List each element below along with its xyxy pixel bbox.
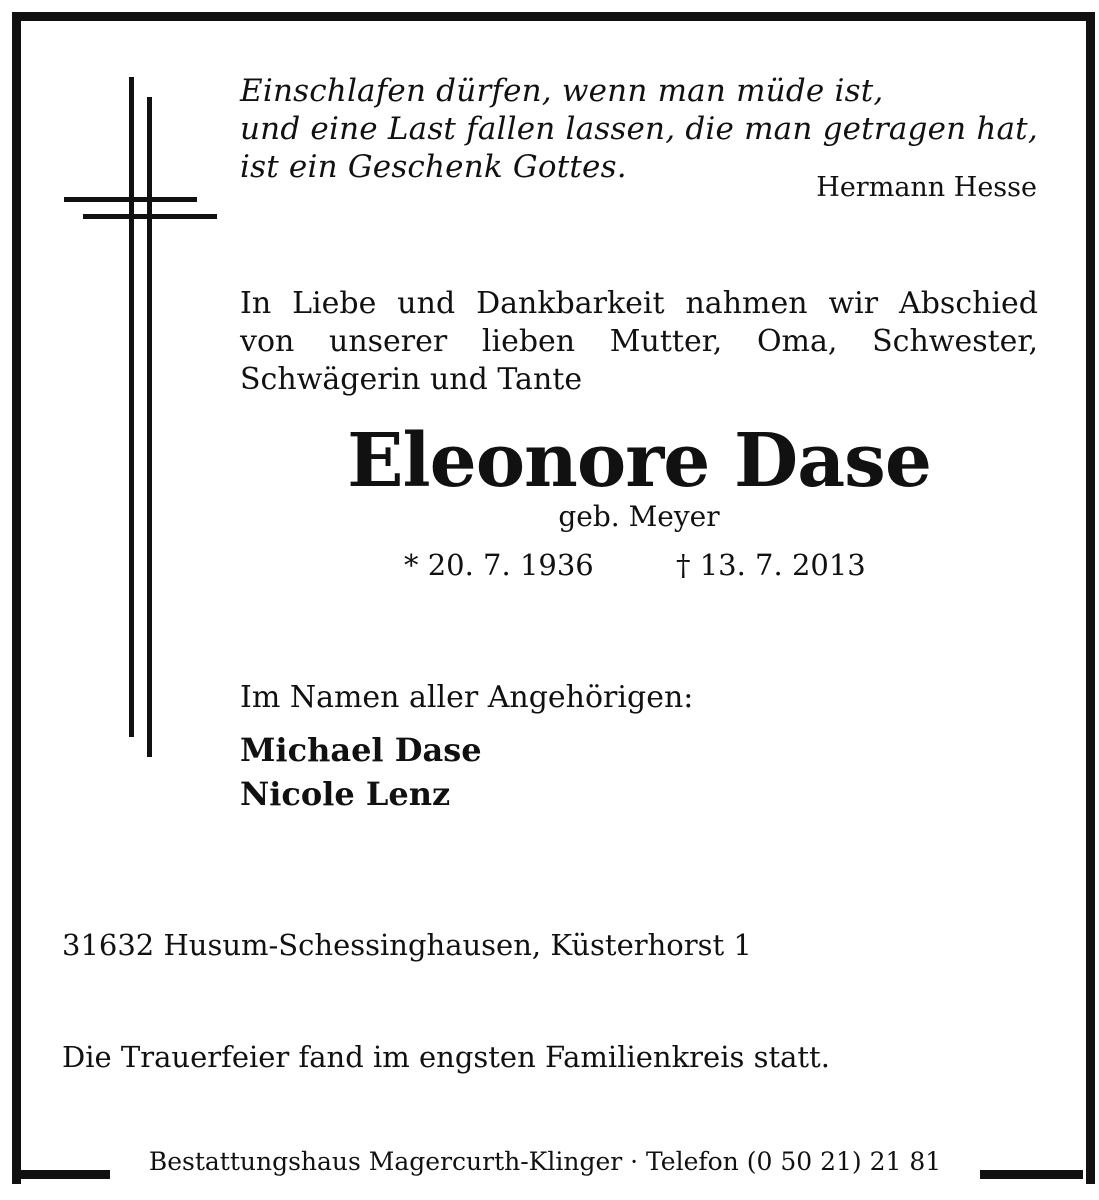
birth-date: * 20. 7. 1936	[404, 548, 594, 582]
intro-line: In Liebe und Dankbarkeit nahmen wir Abschied	[240, 286, 1038, 321]
funeral-home-footer: Bestattungshaus Magercurth-Klinger · Telefon (0 50 21) 21 81	[110, 1147, 980, 1176]
quote-line: und eine Last fallen lassen, die man getragen hat,	[240, 111, 1038, 147]
quote-line: Einschlafen dürfen, wenn man müde ist,	[240, 73, 884, 109]
quote-line: ist ein Geschenk Gottes.	[240, 149, 627, 185]
quote-author: Hermann Hesse	[816, 172, 1037, 203]
relative-name: Nicole Lenz	[240, 775, 451, 813]
cross-horizontal-bar-1	[64, 197, 197, 202]
address: 31632 Husum-Schessinghausen, Küsterhorst 1	[62, 928, 752, 962]
relatives-list	[240, 728, 482, 816]
intro-line: Schwägerin und Tante	[240, 362, 583, 397]
cross-vertical-bar-1	[129, 77, 134, 737]
intro-text	[240, 285, 1038, 399]
bottom-border-right	[980, 1170, 1083, 1179]
cross-vertical-bar-2	[147, 97, 152, 757]
death-date: † 13. 7. 2013	[676, 548, 866, 582]
funeral-notice: Die Trauerfeier fand im engsten Familienkreis statt.	[62, 1040, 830, 1074]
birth-name: geb. Meyer	[558, 500, 720, 533]
bottom-border-left	[12, 1170, 110, 1179]
quote	[240, 72, 1040, 186]
relatives-label: Im Namen aller Angehörigen:	[240, 680, 694, 715]
deceased-name: Eleonore Dase	[347, 418, 931, 504]
cross-horizontal-bar-2	[83, 214, 217, 219]
relative-name: Michael Dase	[240, 731, 482, 769]
intro-line: von unserer lieben Mutter, Oma, Schwester,	[240, 324, 1038, 359]
